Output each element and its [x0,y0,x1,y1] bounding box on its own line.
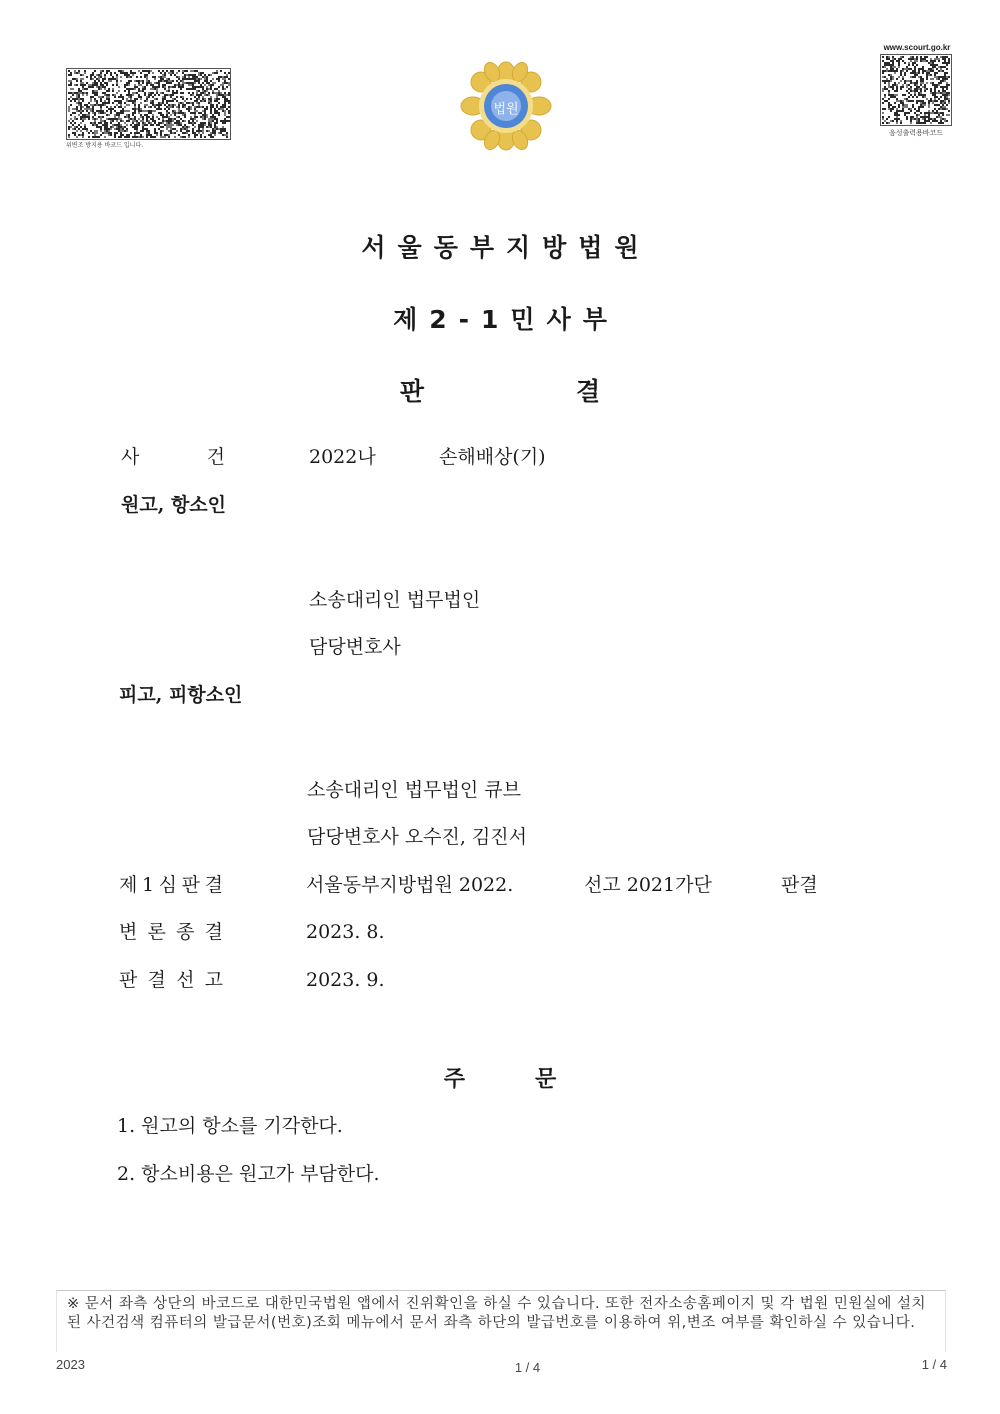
plaintiff-lawyer: 담당변호사 [309,636,401,658]
authenticity-barcode-caption: 위변조 방지용 바코드 입니다. [66,142,144,149]
first-instance-label-char: 결 [204,874,223,896]
site-url: www.scourt.go.kr [883,43,951,52]
first-instance-label-char: 제 [119,874,138,896]
judgment-date-label-char: 판 [119,969,138,991]
defendant-agent: 소송대리인 법무법인 큐브 [307,779,521,801]
voice-output-barcode-caption: 음성출력용바코드 [888,129,944,137]
case-label [121,445,225,469]
document-title [0,372,1000,408]
voice-output-barcode [880,54,952,126]
first-instance-sentence: 선고 2021가단 [584,874,712,896]
first-instance-label-char: 1 [141,874,155,896]
court-name: 서울동부지방법원 [361,233,651,262]
page-number: 1 / 4 [514,1360,541,1375]
order-item: 2. 항소비용은 원고가 부담한다. [117,1163,380,1185]
first-instance-label [119,873,223,897]
order-item: 1. 원고의 항소를 기각한다. [117,1115,343,1137]
defendant-lawyer: 담당변호사 오수진, 김진서 [307,826,528,848]
footer-year: 2023 [56,1357,85,1372]
document-title-right: 결 [576,377,601,406]
judgment-date-label-char: 고 [204,969,223,991]
defendant-label: 피고, 피항소인 [119,684,243,706]
plaintiff-label: 원고, 항소인 [121,494,226,516]
first-instance-label-char: 판 [181,874,200,896]
authenticity-barcode [66,68,231,140]
judgment-date-label-char: 결 [147,969,166,991]
closing-argument-label-char: 종 [176,921,195,943]
closing-argument-date: 2023. 8. [306,921,385,943]
verification-notice: ※ 문서 좌측 상단의 바코드로 대한민국법원 앱에서 진위확인을 하실 수 있습니다. 또한 전자소송홈페이지 및 각 법원 민원실에 설치된 사건검색 컴퓨터의 발급문서(번호)조회 메뉴에서 문서 좌측 하단의 발급번호를 이용하여 위,변조 여부를 확인하실 수 있습니다. [56,1290,946,1352]
case-number: 2022나 [309,446,376,468]
order-heading [0,1062,1000,1093]
closing-argument-label-char: 결 [204,921,223,943]
case-subject: 손해배상(기) [439,446,546,468]
closing-argument-label-char: 론 [147,921,166,943]
closing-argument-label [119,920,223,944]
judgment-date-label-char: 선 [176,969,195,991]
judgment-date-value: 2023. 9. [306,969,385,991]
emblem-text: 법원 [493,102,519,117]
judgment-date-label [119,968,223,992]
court-emblem-icon [459,60,553,152]
closing-argument-label-char: 변 [119,921,138,943]
first-instance-court-date: 서울동부지방법원 2022. [306,874,514,896]
document-title-left: 판 [399,377,424,406]
plaintiff-agent: 소송대리인 법무법인 [309,589,481,611]
first-instance-suffix: 판결 [781,874,818,896]
case-label-char: 사 [121,446,140,468]
page-number-right: 1 / 4 [921,1357,947,1372]
case-label-char: 건 [206,446,225,468]
order-heading-left: 주 [443,1067,465,1092]
division-name: 제2-1민사부 [393,305,619,334]
order-heading-right: 문 [535,1067,557,1092]
first-instance-label-char: 심 [158,874,178,896]
